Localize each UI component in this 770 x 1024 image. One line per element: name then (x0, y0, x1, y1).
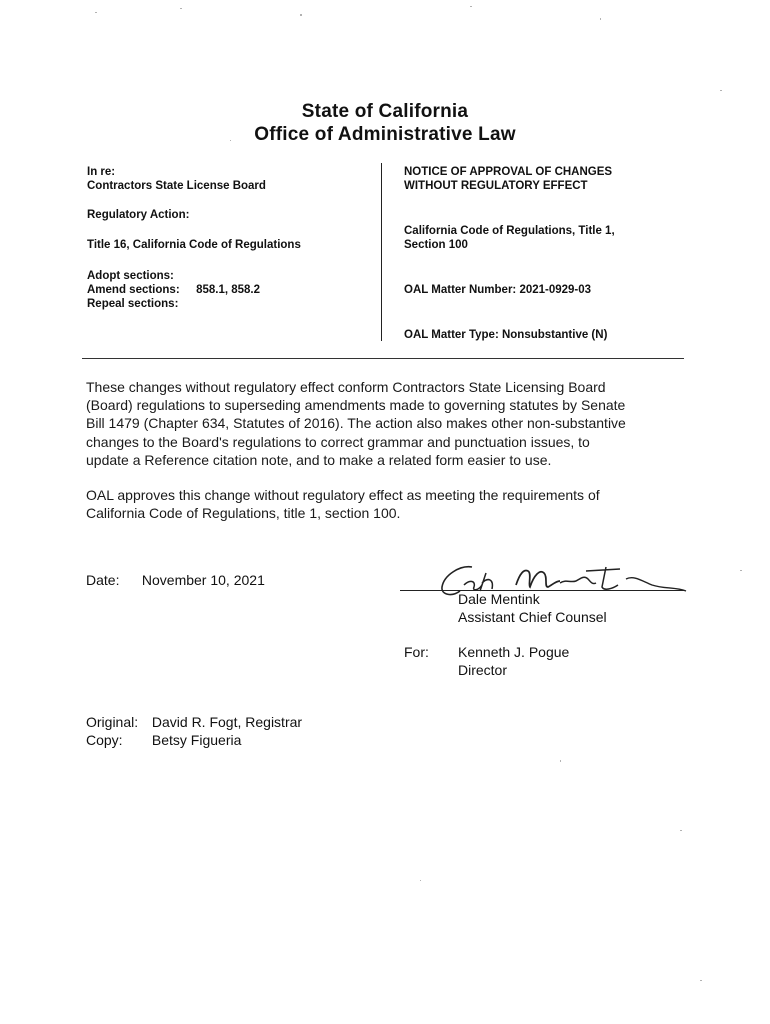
paragraph-approval (86, 486, 686, 522)
scan-speck (740, 570, 742, 571)
signer-block (458, 590, 607, 626)
scan-speck (600, 18, 601, 20)
scan-speck (470, 6, 472, 7)
matter-type: OAL Matter Type: Nonsubstantive (N) (404, 329, 608, 341)
distribution-block (86, 713, 302, 749)
matter-number: OAL Matter Number: 2021-0929-03 (404, 284, 592, 296)
scan-speck (560, 760, 561, 762)
title-reference: Title 16, California Code of Regulations (87, 239, 301, 251)
copy-label: Copy: (86, 732, 123, 748)
director-title: Director (458, 662, 508, 678)
code-reference-line1: California Code of Regulations, Title 1, (404, 225, 615, 237)
code-reference-line2: Section 100 (404, 239, 468, 251)
scan-speck (720, 90, 722, 91)
column-divider (381, 163, 382, 341)
signer-name: Dale Mentink (458, 591, 540, 607)
regulatory-action-label: Regulatory Action: (87, 209, 190, 221)
scan-speck (680, 830, 682, 831)
copy-value: Betsy Figueria (151, 732, 242, 748)
scan-speck (180, 8, 182, 9)
paragraph-line: (Board) regulations to superseding amendments made to governing statutes by Senate (86, 397, 626, 414)
amend-sections-row (87, 283, 260, 297)
notice-title-line2: WITHOUT REGULATORY EFFECT (404, 180, 588, 192)
original-value: David R. Fogt, Registrar (151, 714, 303, 730)
repeal-sections-label: Repeal sections: (87, 298, 179, 310)
paragraph-line: California Code of Regulations, title 1, section 100. (86, 505, 401, 522)
paragraph-line: OAL approves this change without regulatory effect as meeting the requirements of (86, 487, 600, 503)
date-label: Date: (86, 572, 120, 588)
in-re-label: In re: (87, 166, 116, 178)
scan-speck (420, 880, 421, 881)
date-value: November 10, 2021 (141, 572, 265, 588)
director-name: Kenneth J. Pogue (458, 644, 570, 660)
agency-name: Contractors State License Board (87, 180, 266, 192)
signer-title: Assistant Chief Counsel (458, 609, 607, 625)
date-row (86, 572, 265, 588)
notice-title-line1: NOTICE OF APPROVAL OF CHANGES (404, 166, 613, 178)
scan-speck (95, 12, 97, 13)
paragraph-line: changes to the Board's regulations to correct grammar and punctuation issues, to (86, 433, 590, 450)
for-label: For: (404, 644, 429, 660)
paragraph-line: update a Reference citation note, and to make a related form easier to use. (86, 451, 552, 468)
scan-speck (700, 980, 702, 981)
adopt-sections-label: Adopt sections: (87, 270, 174, 282)
office-heading: Office of Administrative Law (254, 124, 516, 145)
scan-speck (230, 140, 231, 141)
scan-speck (300, 14, 302, 16)
copy-row (86, 731, 302, 749)
paragraph-line: These changes without regulatory effect conform Contractors State Licensing Board (86, 379, 606, 395)
state-heading: State of California (301, 101, 469, 122)
amend-sections-label: Amend sections: (87, 284, 180, 296)
amend-sections-value: 858.1, 858.2 (196, 284, 261, 296)
original-row (86, 713, 302, 731)
paragraph-summary (86, 378, 686, 469)
paragraph-line: Bill 1479 (Chapter 634, Statutes of 2016). The action also makes other non-substantive (86, 415, 626, 432)
original-label: Original: (86, 714, 139, 730)
section-divider (82, 358, 684, 359)
